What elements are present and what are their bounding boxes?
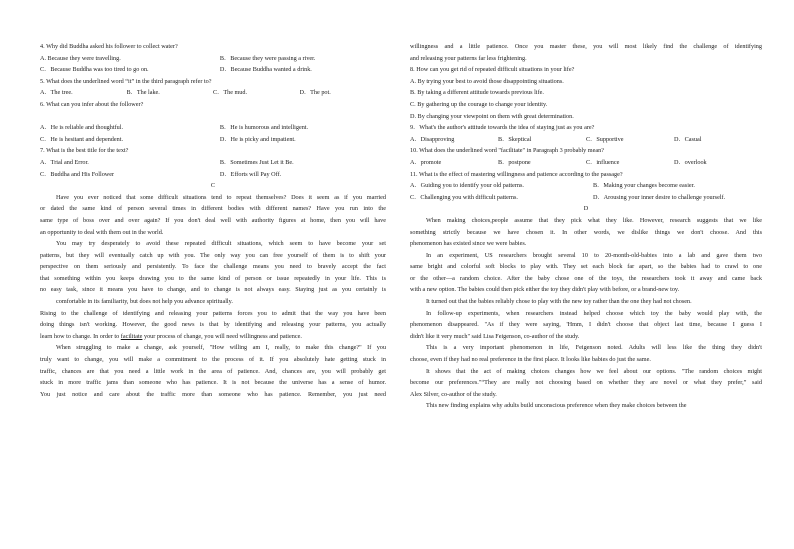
passage-d-paragraph-3 bbox=[410, 296, 762, 308]
text-line: It shows that the act of making choices changes how we feel about our options. "The random choices might bbox=[426, 367, 762, 375]
text-line: This is a very important phenomenon in life, Feigenson noted. Adults will less like the thing they didn't bbox=[426, 344, 762, 352]
left-column bbox=[40, 41, 386, 400]
option-a: A．Guiding you to identify your old patterns. bbox=[410, 182, 524, 190]
option-d: D．Casual bbox=[674, 135, 702, 143]
text-line: When struggling to make a change, ask yourself, "How willing am I, really, to make this change?" If you bbox=[56, 344, 386, 352]
text-line: doing things isn't working. However, the good news is that by identifying and releasing your patterns, you actually bbox=[40, 321, 386, 329]
option-a: A．promote bbox=[410, 158, 442, 166]
option-b: B．Because they were passing a river. bbox=[219, 54, 316, 62]
text-line: or dated the same kind of person several times in different bodies with different names? Have you run into the bbox=[40, 205, 386, 213]
text-line: patterns, but they will eventually catch up with you. The only way you can free yourself of them is to shift your bbox=[40, 251, 386, 259]
text-line: phenomenon has existed since we were babies. bbox=[410, 240, 527, 248]
option-d: D. By changing your viewpoint on them with great determination. bbox=[410, 112, 574, 120]
option-d: D．Arousing your inner desire to challenge yourself. bbox=[593, 193, 726, 201]
underlined-word: facilitate bbox=[120, 332, 143, 340]
text-line: no easy task, since it means you have to change, and to change is not always easy. Staying just as you certainly is bbox=[40, 286, 386, 294]
question-6-options bbox=[40, 122, 386, 134]
text-line: This new finding explains why adults build unconscious preference when they make choices between the bbox=[426, 402, 687, 410]
passage-c-paragraph-2 bbox=[40, 238, 386, 308]
text-line: You may try desperately to avoid these repeated difficult situations, which seem to have become your set bbox=[56, 240, 386, 248]
option-d: D．The pot. bbox=[299, 89, 331, 97]
question-9-options bbox=[410, 134, 762, 146]
right-column bbox=[410, 41, 762, 412]
question-6: 6. What can you infer about the follower? bbox=[40, 100, 144, 108]
text-line: that something within you keeps drawing you to the same kind of person or issue repeatedly in your life. This is bbox=[40, 274, 386, 282]
option-a: A．He is reliable and thoughtful. bbox=[40, 124, 123, 132]
passage-d-paragraph-6 bbox=[410, 366, 762, 401]
text-line: comfortable in its familiarity, but does not help you advance spiritually. bbox=[56, 298, 233, 306]
option-a: A．Trial and Error. bbox=[40, 158, 89, 166]
text-line: You just notice and care about the traffic more than someone who has patience. Remember, you just need bbox=[40, 390, 386, 398]
passage-d-paragraph-7 bbox=[410, 400, 762, 412]
text-line: phenomenon disappeared. "As if they were saying, 'Hmm, I didn't choose that object last time, because I guess I bbox=[410, 321, 762, 329]
passage-c-paragraph-3 bbox=[40, 308, 386, 343]
option-c: C．Buddha and His Follower bbox=[40, 170, 115, 178]
option-c: C．Supportive bbox=[586, 135, 624, 143]
text-line: In follow-up experiments, when researchers instead helped choose which toy the baby would play with, the bbox=[426, 309, 762, 317]
question-8: 8. How can you get rid of repeated difficult situations in your life? bbox=[410, 66, 575, 74]
question-4-options bbox=[40, 53, 386, 65]
passage-c-paragraph-4 bbox=[40, 342, 386, 400]
section-heading-c: C bbox=[210, 182, 216, 190]
text-line: choose, even if they had no real preference in the first place. It looks like babies do just the same. bbox=[410, 356, 651, 364]
option-d: D．Because Buddha wanted a drink. bbox=[219, 66, 312, 74]
option-c: C．He is hesitant and dependent. bbox=[40, 135, 123, 143]
text-line: When making choices,people assume that they pick what they like. However, research suggests that we like bbox=[426, 216, 762, 224]
text-line: perspective on them seriously and persistently. To face the challenge means you need to bravely accept the fact bbox=[40, 263, 386, 271]
text-line: an opportunity to deal with them out in the world. bbox=[40, 228, 164, 236]
question-4-options-2 bbox=[40, 64, 386, 76]
option-b: B．postpone bbox=[498, 158, 531, 166]
text-line: willingness and a little patience. Once you master these, you will most likely find the challenge of identifying bbox=[410, 43, 762, 50]
question-10: 10. What does the underlined word "facilitate" in Paragraph 3 probably mean? bbox=[410, 147, 604, 155]
question-11-options-2 bbox=[410, 192, 762, 204]
option-b: B. By taking a different attitude towards previous life. bbox=[410, 89, 544, 97]
text-line: In an experiment, US researchers brought several 10 to 20-month-old-babies into a lab and gave them two bbox=[426, 251, 762, 259]
text-line: something strictly because we have chosen it. In other words, we dislike things we don't choose. And this bbox=[410, 228, 762, 236]
option-a: A. By trying your best to avoid those disappointing situations. bbox=[410, 77, 564, 85]
question-7-options bbox=[40, 157, 386, 169]
option-a: A．The tree. bbox=[40, 89, 73, 97]
option-b: B．Skeptical bbox=[498, 135, 532, 143]
question-10-options bbox=[410, 157, 762, 169]
text-fragment: your process of change, you will need willingness and patience. bbox=[142, 332, 302, 340]
option-c: C. By gathering up the courage to change your identity. bbox=[410, 100, 548, 108]
text-line: Alex Silver, co-author of the study. bbox=[410, 390, 497, 398]
text-line: truly want to change, you will make a commitment to the process of it. If you absolutely hate getting stuck in bbox=[40, 356, 386, 364]
text-line: and releasing your patterns far less frightening. bbox=[410, 54, 527, 62]
text-line: Rising to the challenge of identifying and releasing your patterns forces you to admit that the way you have been bbox=[40, 309, 386, 317]
text-line: It turned out that the babies reliably chose to play with the new toy rather than the one they had not chosen. bbox=[426, 298, 692, 306]
option-b: B．Sometimes Just Let it Be. bbox=[219, 158, 294, 166]
option-d: D．overlook bbox=[674, 158, 707, 166]
option-c: C．Because Buddha was too tired to go on. bbox=[40, 66, 149, 74]
text-line: same type of boss over and over again? If you don't deal well with authority figures at home, then you will have bbox=[40, 216, 386, 224]
text-line: become our preferences."“They are really not choosing based on whether they are novel or what they prefer,” said bbox=[410, 379, 762, 387]
question-9: 9．What's the author's attitude towards the idea of staying just as you are? bbox=[410, 124, 595, 132]
question-5: 5. What does the underlined word “it” in the third paragraph refer to? bbox=[40, 77, 212, 85]
option-c: C．Challenging you with difficult patterns. bbox=[410, 193, 518, 201]
option-c: C．The mud. bbox=[213, 89, 248, 97]
question-11: 11. What is the effect of mastering willingness and patience according to the passage? bbox=[410, 170, 623, 178]
option-a: A．Disapproving bbox=[410, 135, 455, 143]
text-line: with a new option. The babies could then pick either the toy they didn't play with before, or a brand-new toy. bbox=[410, 286, 680, 294]
text-line: or the other—a random choice. After the baby chose one of the toys, the researchers took it away and came back bbox=[410, 274, 762, 282]
passage-d-paragraph-1 bbox=[410, 215, 762, 250]
passage-d-paragraph-2 bbox=[410, 250, 762, 296]
section-heading-d: D bbox=[583, 205, 589, 213]
question-5-options bbox=[40, 87, 386, 99]
text-line: stuck in more traffic jams than someone who has patience. It is not because the universe has a sense of humor. bbox=[40, 379, 386, 387]
option-b: B．The lake. bbox=[126, 89, 160, 97]
question-11-options bbox=[410, 180, 762, 192]
option-d: D．He is picky and impatient. bbox=[219, 135, 296, 143]
option-c: C．influence bbox=[586, 158, 620, 166]
text-line: didn't like it very much" said Lisa Feigenson, co-author of the study. bbox=[410, 332, 580, 340]
passage-d-paragraph-5 bbox=[410, 342, 762, 365]
passage-d-paragraph-4 bbox=[410, 308, 762, 343]
question-7-options-2 bbox=[40, 169, 386, 181]
question-6-options-2 bbox=[40, 134, 386, 146]
text-line: Have you ever noticed that some difficult situations tend to repeat themselves? Does it seem as if you married bbox=[56, 193, 386, 201]
option-a: A. Because they were travelling. bbox=[40, 54, 121, 62]
text-line bbox=[40, 331, 386, 343]
option-b: B．He is humorous and intelligent. bbox=[219, 124, 309, 132]
text-line: traffic, chances are that you need a little work in the area of patience. And, chances are, you will probably get bbox=[40, 367, 386, 375]
question-4: 4. Why did Buddha asked his follower to collect water? bbox=[40, 43, 178, 50]
option-b: B．Making your changes become easier. bbox=[593, 182, 695, 190]
option-d: D．Efforts will Pay Off. bbox=[219, 170, 282, 178]
question-7: 7. What is the best title for the text? bbox=[40, 147, 129, 155]
passage-c-paragraph-1 bbox=[40, 192, 386, 238]
text-line: same bright and colorful soft blocks to play with. They set each block far apart, so the babies had to crawl to one bbox=[410, 263, 762, 271]
text-fragment: learn how to change. In order to bbox=[40, 332, 121, 340]
